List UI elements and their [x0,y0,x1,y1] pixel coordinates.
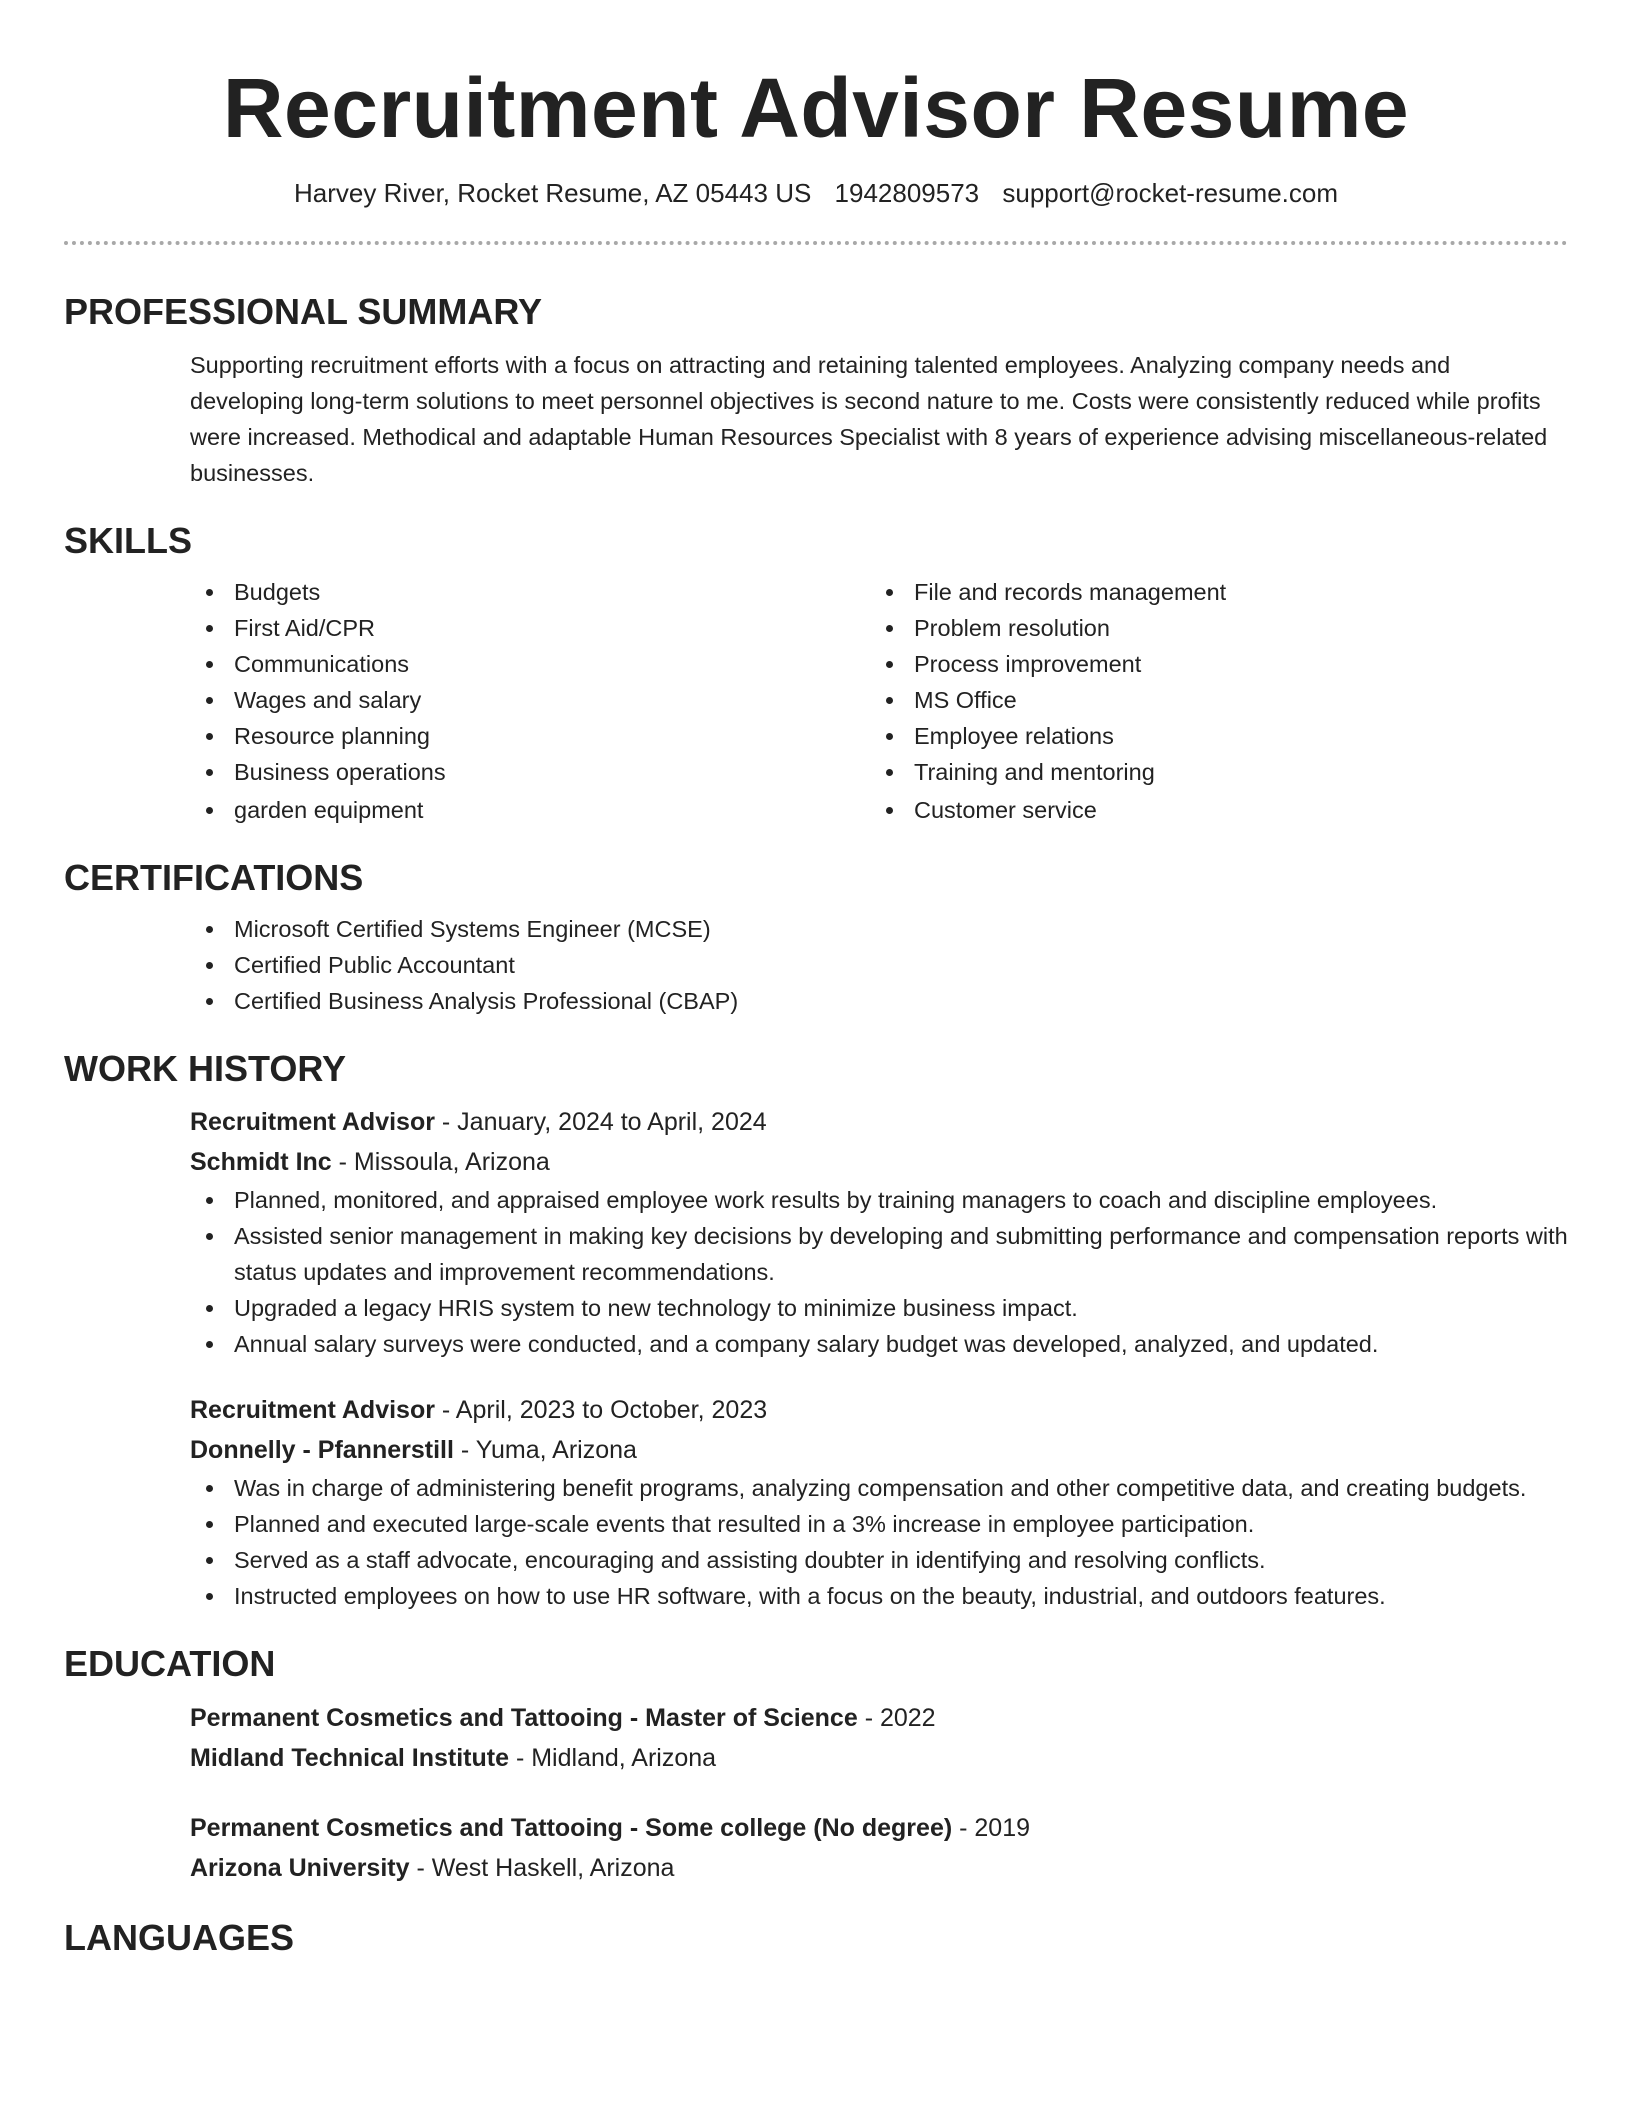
job-dates: - January, 2024 to April, 2024 [434,1108,767,1137]
education-degree-line [190,1698,1568,1738]
education-heading: EDUCATION [64,1643,276,1685]
job-company-line [190,1142,1568,1182]
resume-title: Recruitment Advisor Resume [222,61,1410,155]
skills-column-right [870,574,1550,828]
languages-section [64,1916,1568,1959]
job-title-line [190,1390,1568,1430]
job-bullet: Served as a staff advocate, encouraging and assisting doubter in identifying and resolving conflicts. [190,1542,1568,1578]
languages-heading: LANGUAGES [64,1916,295,1958]
job-location: - Yuma, Arizona [453,1436,637,1465]
summary-text: Supporting recruitment efforts with a focus on attracting and retaining talented employees. Analyzing company needs and developing long-term solutions to meet personnel objectives is second nature to me. Costs were consistently reduced while profits were increased. Methodical and adaptable Human Resources Specialist with 8 years of experience advising miscellaneous-related businesses. [190,351,1548,486]
work-history-section [64,1047,1568,1614]
job-title: Recruitment Advisor [190,1108,435,1137]
skill-item: File and records management [870,574,1550,610]
job-title-line [190,1102,1568,1142]
job-entry [190,1102,1568,1362]
skill-item: Communications [190,646,870,682]
education-school: Arizona University [190,1853,410,1882]
certification-item: Certified Business Analysis Professional (CBAP) [190,983,1568,1019]
job-title: Recruitment Advisor [190,1396,435,1425]
skill-item: Resource planning [190,718,870,754]
job-bullet: Assisted senior management in making key decisions by developing and submitting performance and compensation reports with status updates and improvement recommendations. [190,1218,1568,1290]
certification-item: Certified Public Accountant [190,947,1568,983]
education-school: Midland Technical Institute [190,1743,510,1772]
job-company: Donnelly - Pfannerstill [190,1436,454,1465]
skill-item: Training and mentoring [870,754,1550,790]
job-bullet: Instructed employees on how to use HR software, with a focus on the beauty, industrial, and outdoors features. [190,1578,1568,1614]
work-history-heading: WORK HISTORY [64,1048,347,1090]
skills-grid [190,574,1568,828]
education-degree: Permanent Cosmetics and Tattooing - Master of Science [190,1703,858,1732]
skills-heading: SKILLS [64,519,193,561]
job-bullet: Planned and executed large-scale events that resulted in a 3% increase in employee participation. [190,1506,1568,1542]
contact-email: support@rocket-resume.com [1002,177,1339,208]
education-section [64,1642,1568,1887]
skill-item: Business operations [190,754,870,790]
skill-item: MS Office [870,682,1550,718]
skills-column-left [190,574,870,828]
skill-item: Customer service [870,792,1550,828]
summary-heading: PROFESSIONAL SUMMARY [64,290,543,332]
skill-item: Problem resolution [870,610,1550,646]
certifications-heading: CERTIFICATIONS [64,856,364,898]
skill-item: garden equipment [190,792,870,828]
skill-item: First Aid/CPR [190,610,870,646]
education-degree-line [190,1808,1568,1848]
contact-phone: 1942809573 [834,177,980,208]
contact-address: Harvey River, Rocket Resume, AZ 05443 US [293,177,812,208]
job-company: Schmidt Inc [190,1148,332,1177]
education-entry [190,1808,1568,1888]
education-school-line [190,1738,1568,1778]
education-location: - Midland, Arizona [509,1743,717,1772]
certifications-section [64,856,1568,1019]
job-dates: - April, 2023 to October, 2023 [434,1396,768,1425]
skills-section [64,519,1568,828]
education-year: - 2022 [857,1703,936,1732]
education-location: - West Haskell, Arizona [409,1853,675,1882]
summary-section [64,290,1568,491]
job-bullet: Upgraded a legacy HRIS system to new technology to minimize business impact. [190,1290,1568,1326]
job-bullet: Was in charge of administering benefit programs, analyzing compensation and other competitive data, and creating budgets. [190,1470,1568,1506]
education-school-line [190,1848,1568,1888]
job-location: - Missoula, Arizona [331,1148,550,1177]
education-year: - 2019 [952,1813,1031,1842]
job-bullet: Planned, monitored, and appraised employee work results by training managers to coach and discipline employees. [190,1182,1568,1218]
skill-item: Budgets [190,574,870,610]
skill-item: Employee relations [870,718,1550,754]
certification-item: Microsoft Certified Systems Engineer (MCSE) [190,911,1568,947]
job-company-line [190,1430,1568,1470]
job-bullet: Annual salary surveys were conducted, and a company salary budget was developed, analyzed, and updated. [190,1326,1568,1362]
contact-line [64,177,1568,211]
education-degree: Permanent Cosmetics and Tattooing - Some college (No degree) [190,1813,953,1842]
skill-item: Process improvement [870,646,1550,682]
education-entry [190,1698,1568,1778]
job-entry [190,1390,1568,1614]
header-divider [64,241,1568,245]
skill-item: Wages and salary [190,682,870,718]
